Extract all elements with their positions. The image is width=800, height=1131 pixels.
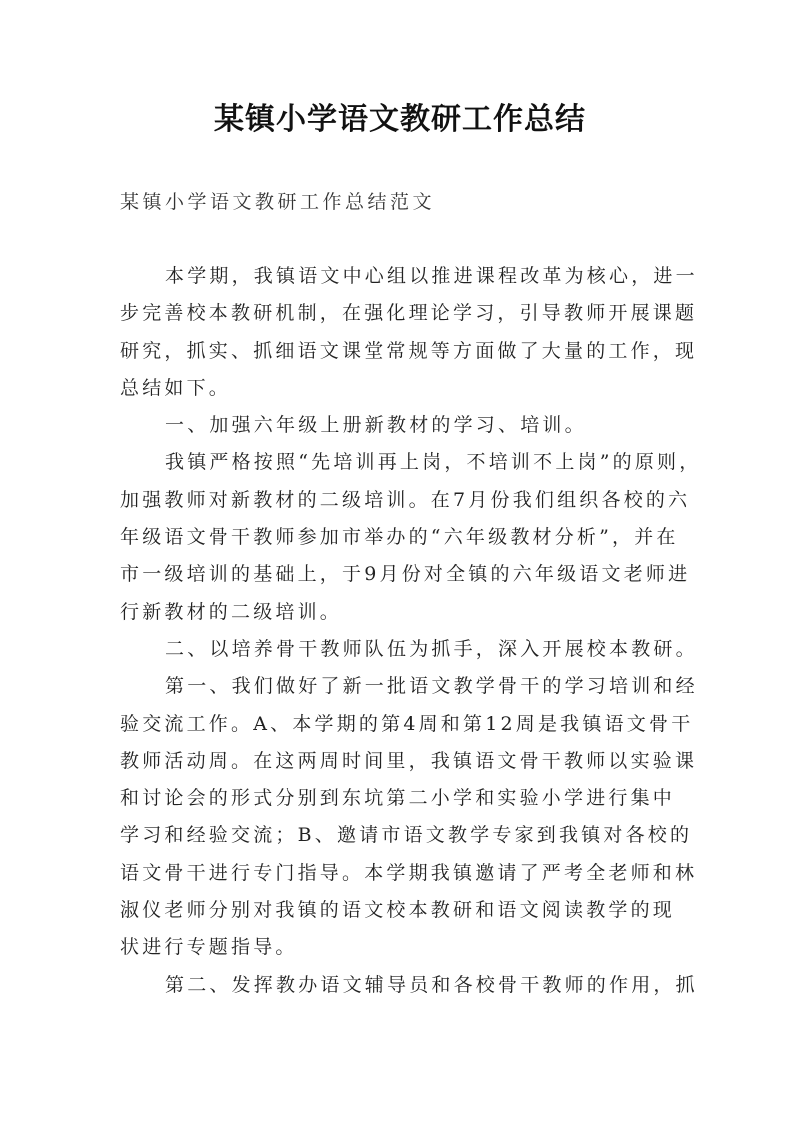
text-line: 教师活动周。在这两周时间里，我镇语文骨干教师以实验课 xyxy=(120,749,698,772)
text-line: 第一、我们做好了新一批语文教学骨干的学习培训和经 xyxy=(165,675,698,698)
text-line: 行新教材的二级培训。 xyxy=(120,600,343,623)
text-line: 第二、发挥教办语文辅导员和各校骨干教师的作用，抓 xyxy=(165,973,698,996)
text-line: 研究，抓实、抓细语文课堂常规等方面做了大量的工作，现 xyxy=(120,339,698,362)
document-title: 某镇小学语文教研工作总结 xyxy=(214,102,586,137)
text-line: 语文骨干进行专门指导。本学期我镇邀请了严考全老师和林 xyxy=(120,861,698,884)
section-heading: 二、以培养骨干教师队伍为抓手，深入开展校本教研。 xyxy=(165,637,698,660)
text-line: 本学期，我镇语文中心组以推进课程改革为核心，进一 xyxy=(165,265,698,287)
text-line: 学习和经验交流；B、邀请市语文教学专家到我镇对各校的 xyxy=(120,824,693,847)
section-heading: 一、加强六年级上册新教材的学习、培训。 xyxy=(165,414,587,437)
text-line: 总结如下。 xyxy=(120,376,232,399)
text-line: 市一级培训的基础上，于9月份对全镇的六年级语文老师进 xyxy=(120,563,691,586)
text-line: 步完善校本教研机制，在强化理论学习，引导教师开展课题 xyxy=(120,302,698,325)
text-line: 和讨论会的形式分别到东坑第二小学和实验小学进行集中 xyxy=(120,787,676,810)
text-line: 淑仪老师分别对我镇的语文校本教研和语文阅读教学的现 xyxy=(120,899,676,922)
text-line: 状进行专题指导。 xyxy=(120,936,298,959)
text-line: 加强教师对新教材的二级培训。在7月份我们组织各校的六 xyxy=(120,488,691,511)
text-line: 验交流工作。A、本学期的第4周和第12周是我镇语文骨干 xyxy=(120,712,694,735)
document-body xyxy=(120,258,702,1004)
text-line: 年级语文骨干教师参加市举办的“六年级教材分析”，并在 xyxy=(120,526,679,549)
document-subtitle: 某镇小学语文教研工作总结范文 xyxy=(120,191,436,213)
text-line: 我镇严格按照“先培训再上岗，不培训不上岗”的原则， xyxy=(165,451,702,474)
